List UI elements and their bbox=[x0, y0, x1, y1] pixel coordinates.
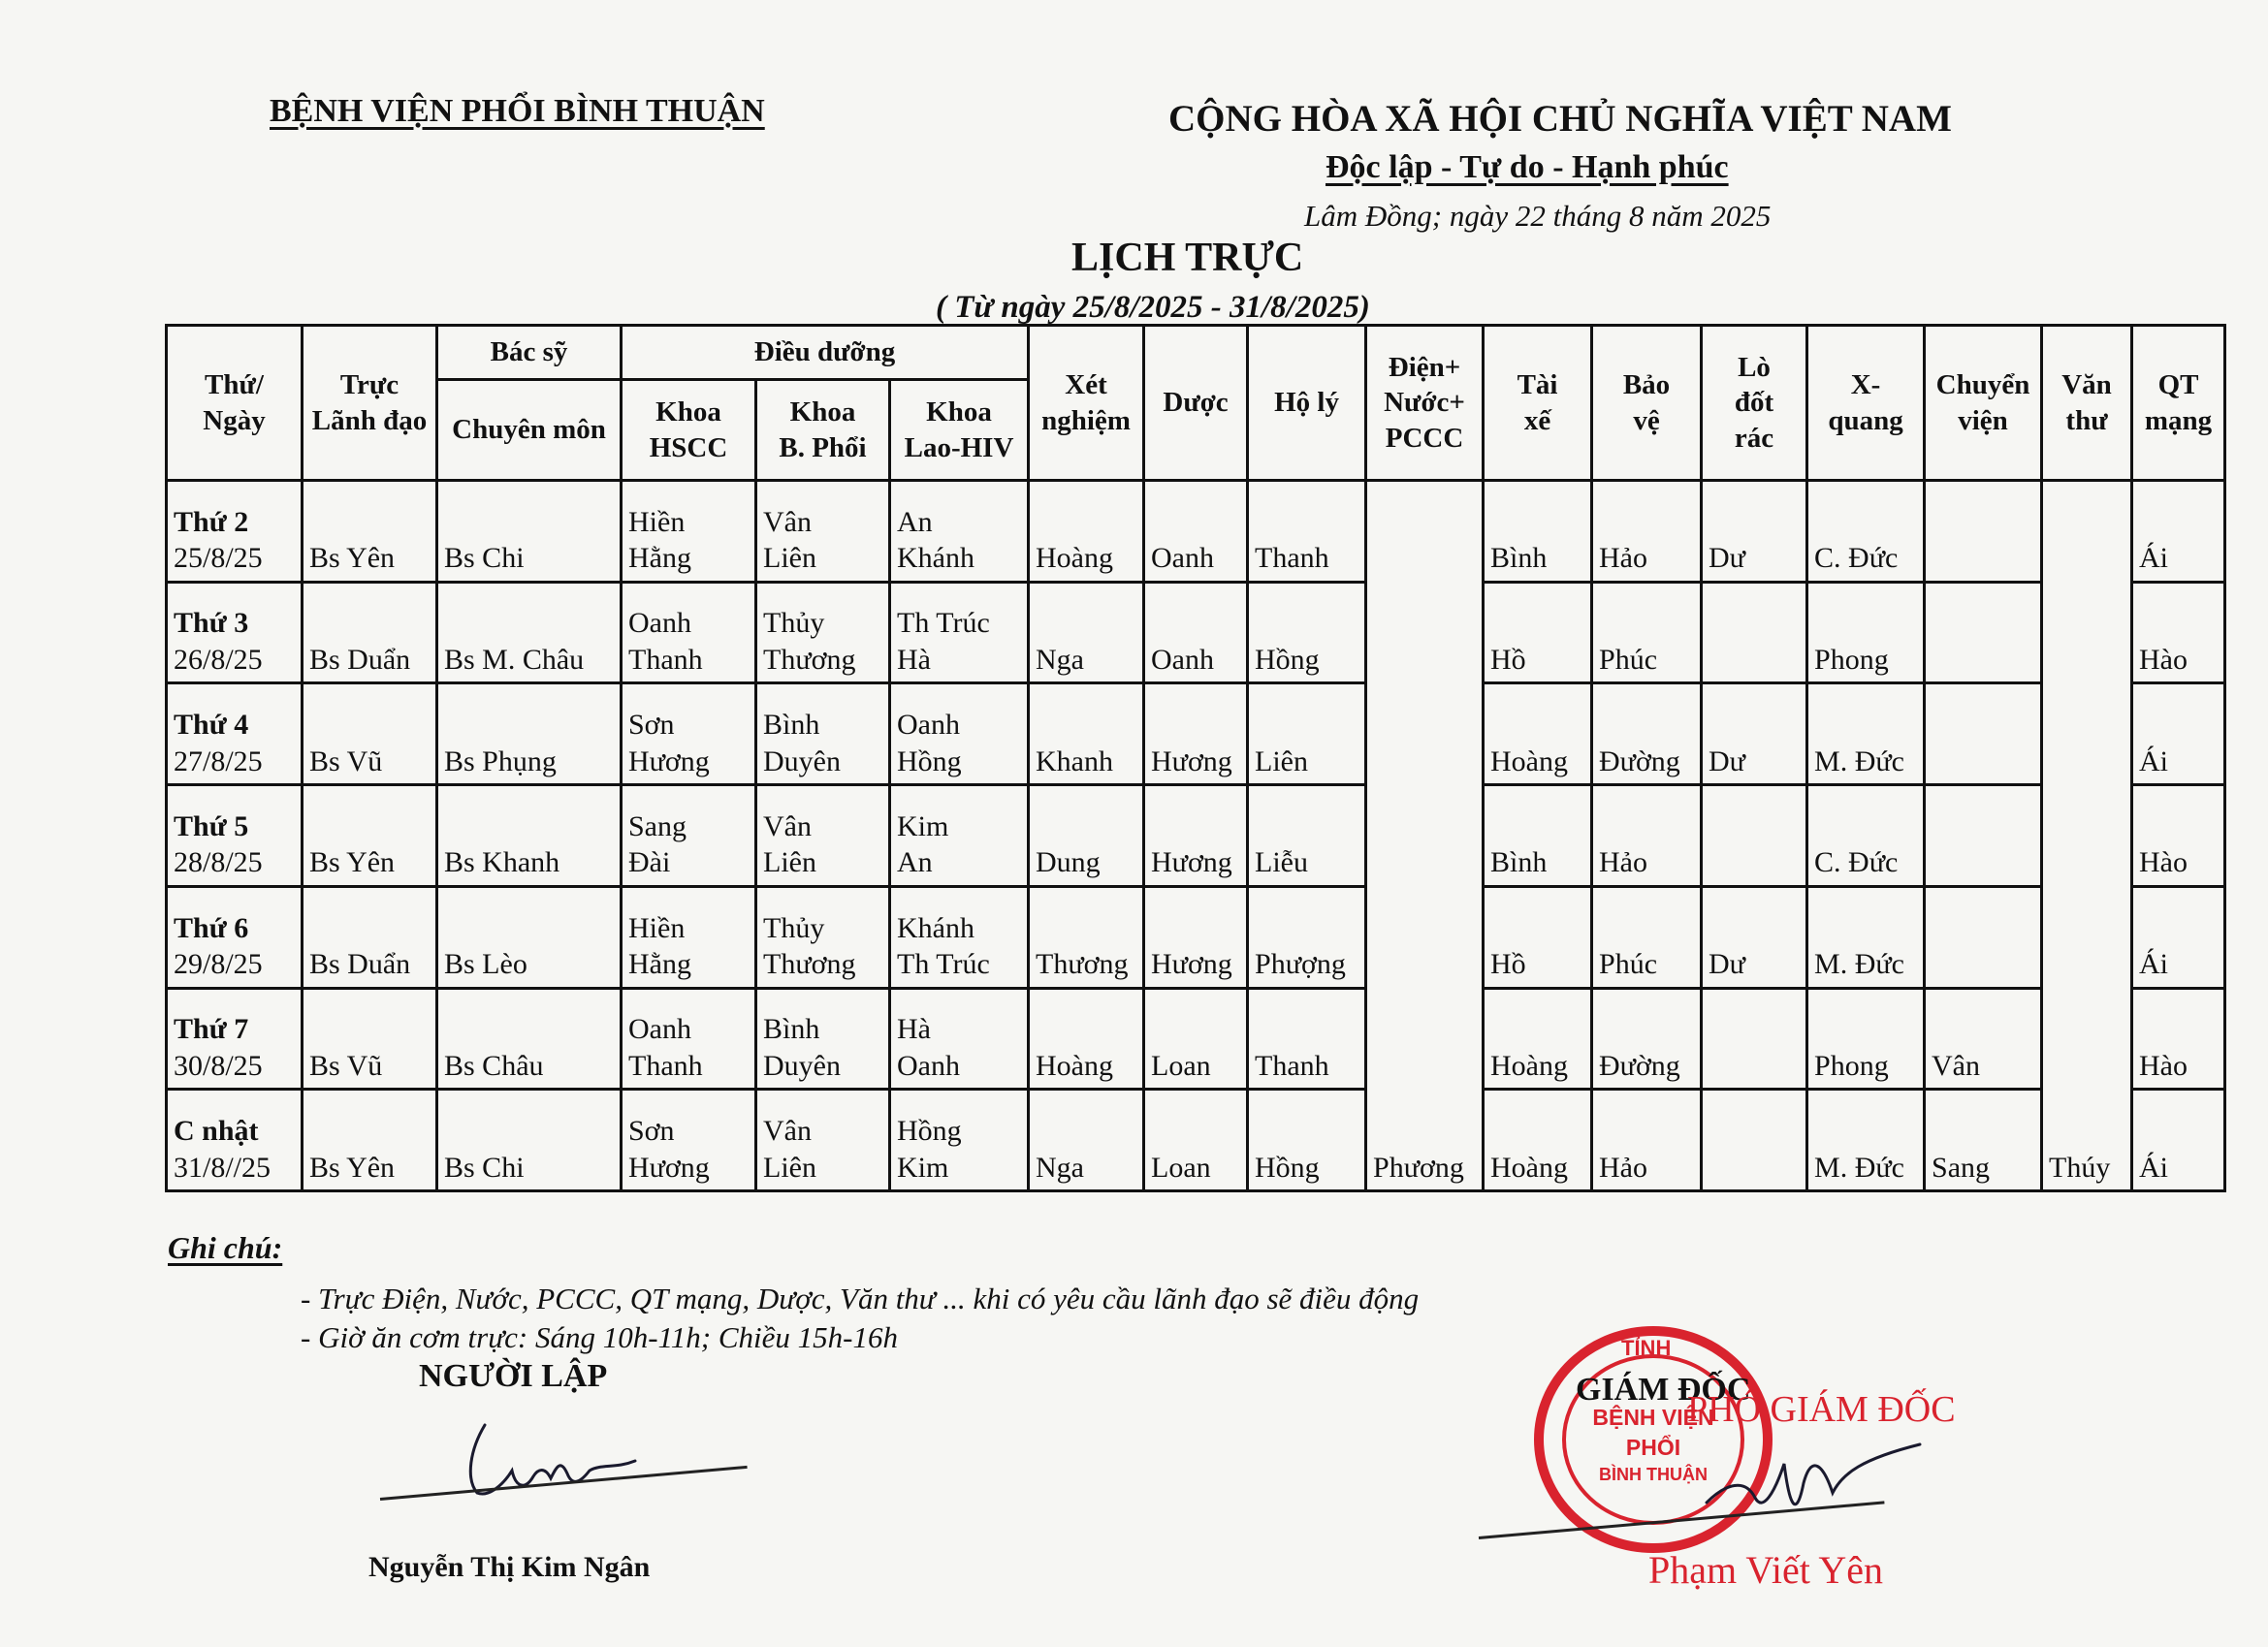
network-cell: Ái bbox=[2132, 1090, 2225, 1191]
laohiv-cell: Kim An bbox=[890, 785, 1029, 887]
seal-text: BỆNH VIỆN PHỔI BÌNH THUẬN bbox=[1592, 1405, 1714, 1485]
leader-cell: Bs Vũ bbox=[303, 683, 437, 785]
pharmacy-cell: Loan bbox=[1144, 1090, 1248, 1191]
xray-cell: M. Đức bbox=[1807, 683, 1925, 785]
doctor-cell: Bs Chi bbox=[437, 1090, 622, 1191]
lab-cell: Dung bbox=[1029, 785, 1144, 887]
preparer-title: NGƯỜI LẬP bbox=[419, 1358, 608, 1394]
pharmacy-cell: Hương bbox=[1144, 683, 1248, 785]
leader-cell: Bs Duẩn bbox=[303, 886, 437, 988]
header-orderly: Hộ lý bbox=[1248, 326, 1366, 481]
director-title: GIÁM ĐỐC bbox=[1576, 1372, 1751, 1408]
orderly-cell: Phượng bbox=[1248, 886, 1366, 988]
nation-title: CỘNG HÒA XÃ HỘI CHỦ NGHĨA VIỆT NAM bbox=[1168, 98, 1952, 140]
guard-cell: Hảo bbox=[1592, 481, 1702, 583]
director-name: Phạm Viết Yên bbox=[1648, 1548, 1884, 1592]
hscc-cell: Oanh Thanh bbox=[622, 988, 756, 1090]
hscc-cell: Hiền Hằng bbox=[622, 481, 756, 583]
incinerator-cell bbox=[1702, 1090, 1807, 1191]
xray-cell: M. Đức bbox=[1807, 886, 1925, 988]
header-clerk: Văn thư bbox=[2042, 326, 2132, 481]
place-date: Lâm Đồng; ngày 22 tháng 8 năm 2025 bbox=[1304, 199, 1772, 233]
header-doctor-group: Bác sỹ bbox=[437, 326, 622, 380]
notes-title: Ghi chú: bbox=[168, 1230, 283, 1265]
driver-cell: Hồ bbox=[1484, 582, 1592, 683]
driver-cell: Hoàng bbox=[1484, 683, 1592, 785]
note-item: - Giờ ăn cơm trực: Sáng 10h-11h; Chiều 15h-16h bbox=[301, 1320, 898, 1354]
header-incinerator: Lò đốt rác bbox=[1702, 326, 1807, 481]
header-transfer: Chuyển viện bbox=[1925, 326, 2042, 481]
xray-cell: M. Đức bbox=[1807, 1090, 1925, 1191]
leader-cell: Bs Vũ bbox=[303, 988, 437, 1090]
day-cell: C nhật 31/8//25 bbox=[167, 1090, 303, 1191]
guard-cell: Đường bbox=[1592, 683, 1702, 785]
duty-schedule-table bbox=[165, 324, 2226, 1192]
director-signature bbox=[1687, 1425, 1939, 1541]
bphoi-cell: Thủy Thương bbox=[756, 582, 890, 683]
doctor-cell: Bs Khanh bbox=[437, 785, 622, 887]
transfer-cell bbox=[1925, 785, 2042, 887]
driver-cell: Bình bbox=[1484, 785, 1592, 887]
table-row bbox=[167, 481, 2225, 583]
motto: Độc lập - Tự do - Hạnh phúc bbox=[1326, 149, 1729, 185]
header-nurse-group: Điều dưỡng bbox=[622, 326, 1029, 380]
leader-cell: Bs Duẩn bbox=[303, 582, 437, 683]
driver-cell: Hồ bbox=[1484, 886, 1592, 988]
clerk-cell: Thúy bbox=[2042, 481, 2132, 1191]
incinerator-cell bbox=[1702, 988, 1807, 1090]
bphoi-cell: Bình Duyên bbox=[756, 683, 890, 785]
hscc-cell: Sơn Hương bbox=[622, 1090, 756, 1191]
network-cell: Hào bbox=[2132, 785, 2225, 887]
header-xray: X- quang bbox=[1807, 326, 1925, 481]
lab-cell: Hoàng bbox=[1029, 988, 1144, 1090]
laohiv-cell: Hà Oanh bbox=[890, 988, 1029, 1090]
day-cell: Thứ 4 27/8/25 bbox=[167, 683, 303, 785]
transfer-cell bbox=[1925, 481, 2042, 583]
laohiv-cell: An Khánh bbox=[890, 481, 1029, 583]
day-cell: Thứ 7 30/8/25 bbox=[167, 988, 303, 1090]
header-driver: Tài xế bbox=[1484, 326, 1592, 481]
laohiv-cell: Th Trúc Hà bbox=[890, 582, 1029, 683]
network-cell: Ái bbox=[2132, 886, 2225, 988]
xray-cell: Phong bbox=[1807, 582, 1925, 683]
network-cell: Hào bbox=[2132, 988, 2225, 1090]
incinerator-cell bbox=[1702, 582, 1807, 683]
network-cell: Ái bbox=[2132, 683, 2225, 785]
pharmacy-cell: Hương bbox=[1144, 886, 1248, 988]
seal-top-text: TỈNH bbox=[1621, 1336, 1672, 1360]
xray-cell: Phong bbox=[1807, 988, 1925, 1090]
table-row bbox=[167, 582, 2225, 683]
preparer-name: Nguyễn Thị Kim Ngân bbox=[368, 1551, 651, 1583]
orderly-cell: Liên bbox=[1248, 683, 1366, 785]
driver-cell: Hoàng bbox=[1484, 1090, 1592, 1191]
transfer-cell: Vân bbox=[1925, 988, 2042, 1090]
electric-cell: Phương bbox=[1366, 481, 1484, 1191]
header-network: QT mạng bbox=[2132, 326, 2225, 481]
laohiv-cell: Khánh Th Trúc bbox=[890, 886, 1029, 988]
guard-cell: Hảo bbox=[1592, 1090, 1702, 1191]
header-lab: Xét nghiệm bbox=[1029, 326, 1144, 481]
xray-cell: C. Đức bbox=[1807, 481, 1925, 583]
laohiv-cell: Oanh Hồng bbox=[890, 683, 1029, 785]
leader-cell: Bs Yên bbox=[303, 785, 437, 887]
pharmacy-cell: Oanh bbox=[1144, 481, 1248, 583]
orderly-cell: Hồng bbox=[1248, 1090, 1366, 1191]
orderly-cell: Thanh bbox=[1248, 988, 1366, 1090]
hscc-cell: Sơn Hương bbox=[622, 683, 756, 785]
laohiv-cell: Hồng Kim bbox=[890, 1090, 1029, 1191]
header-guard: Bảo vệ bbox=[1592, 326, 1702, 481]
table-row bbox=[167, 683, 2225, 785]
orderly-cell: Thanh bbox=[1248, 481, 1366, 583]
header-leader: Trực Lãnh đạo bbox=[303, 326, 437, 481]
header-laohiv: Khoa Lao-HIV bbox=[890, 380, 1029, 481]
preparer-signature bbox=[456, 1410, 650, 1517]
hospital-name: BỆNH VIỆN PHỔI BÌNH THUẬN bbox=[270, 93, 765, 129]
doctor-cell: Bs Phụng bbox=[437, 683, 622, 785]
header-hscc: Khoa HSCC bbox=[622, 380, 756, 481]
lab-cell: Khanh bbox=[1029, 683, 1144, 785]
bphoi-cell: Vân Liên bbox=[756, 785, 890, 887]
header-electric: Điện+ Nước+ PCCC bbox=[1366, 326, 1484, 481]
transfer-cell bbox=[1925, 683, 2042, 785]
doctor-cell: Bs Chi bbox=[437, 481, 622, 583]
lab-cell: Nga bbox=[1029, 582, 1144, 683]
note-item: - Trực Điện, Nước, PCCC, QT mạng, Dược, Văn thư ... khi có yêu cầu lãnh đạo sẽ điều động bbox=[301, 1282, 1420, 1315]
day-cell: Thứ 2 25/8/25 bbox=[167, 481, 303, 583]
header-bphoi: Khoa B. Phổi bbox=[756, 380, 890, 481]
leader-cell: Bs Yên bbox=[303, 481, 437, 583]
hscc-cell: Oanh Thanh bbox=[622, 582, 756, 683]
table-row bbox=[167, 1090, 2225, 1191]
xray-cell: C. Đức bbox=[1807, 785, 1925, 887]
document-title: LỊCH TRỰC bbox=[1071, 236, 1304, 280]
network-cell: Hào bbox=[2132, 582, 2225, 683]
lab-cell: Thương bbox=[1029, 886, 1144, 988]
header-day: Thứ/ Ngày bbox=[167, 326, 303, 481]
driver-cell: Hoàng bbox=[1484, 988, 1592, 1090]
driver-cell: Bình bbox=[1484, 481, 1592, 583]
guard-cell: Phúc bbox=[1592, 886, 1702, 988]
bphoi-cell: Bình Duyên bbox=[756, 988, 890, 1090]
pharmacy-cell: Loan bbox=[1144, 988, 1248, 1090]
table-row bbox=[167, 988, 2225, 1090]
header-pharmacy: Dược bbox=[1144, 326, 1248, 481]
hscc-cell: Sang Đài bbox=[622, 785, 756, 887]
leader-cell: Bs Yên bbox=[303, 1090, 437, 1191]
table-row bbox=[167, 886, 2225, 988]
orderly-cell: Hồng bbox=[1248, 582, 1366, 683]
deputy-director-title: PHÓ GIÁM ĐỐC bbox=[1687, 1389, 1956, 1430]
bphoi-cell: Thủy Thương bbox=[756, 886, 890, 988]
bphoi-cell: Vân Liên bbox=[756, 481, 890, 583]
day-cell: Thứ 5 28/8/25 bbox=[167, 785, 303, 887]
guard-cell: Đường bbox=[1592, 988, 1702, 1090]
day-cell: Thứ 6 29/8/25 bbox=[167, 886, 303, 988]
transfer-cell bbox=[1925, 886, 2042, 988]
document-subtitle: ( Từ ngày 25/8/2025 - 31/8/2025) bbox=[936, 290, 1370, 325]
lab-cell: Hoàng bbox=[1029, 481, 1144, 583]
table-row bbox=[167, 785, 2225, 887]
pharmacy-cell: Hương bbox=[1144, 785, 1248, 887]
lab-cell: Nga bbox=[1029, 1090, 1144, 1191]
doctor-cell: Bs M. Châu bbox=[437, 582, 622, 683]
transfer-cell: Sang bbox=[1925, 1090, 2042, 1191]
guard-cell: Hảo bbox=[1592, 785, 1702, 887]
incinerator-cell bbox=[1702, 785, 1807, 887]
transfer-cell bbox=[1925, 582, 2042, 683]
network-cell: Ái bbox=[2132, 481, 2225, 583]
doctor-cell: Bs Lèo bbox=[437, 886, 622, 988]
incinerator-cell: Dư bbox=[1702, 886, 1807, 988]
header-doctor: Chuyên môn bbox=[437, 380, 622, 481]
bphoi-cell: Vân Liên bbox=[756, 1090, 890, 1191]
incinerator-cell: Dư bbox=[1702, 683, 1807, 785]
orderly-cell: Liễu bbox=[1248, 785, 1366, 887]
incinerator-cell: Dư bbox=[1702, 481, 1807, 583]
doctor-cell: Bs Châu bbox=[437, 988, 622, 1090]
guard-cell: Phúc bbox=[1592, 582, 1702, 683]
day-cell: Thứ 3 26/8/25 bbox=[167, 582, 303, 683]
hscc-cell: Hiền Hằng bbox=[622, 886, 756, 988]
pharmacy-cell: Oanh bbox=[1144, 582, 1248, 683]
